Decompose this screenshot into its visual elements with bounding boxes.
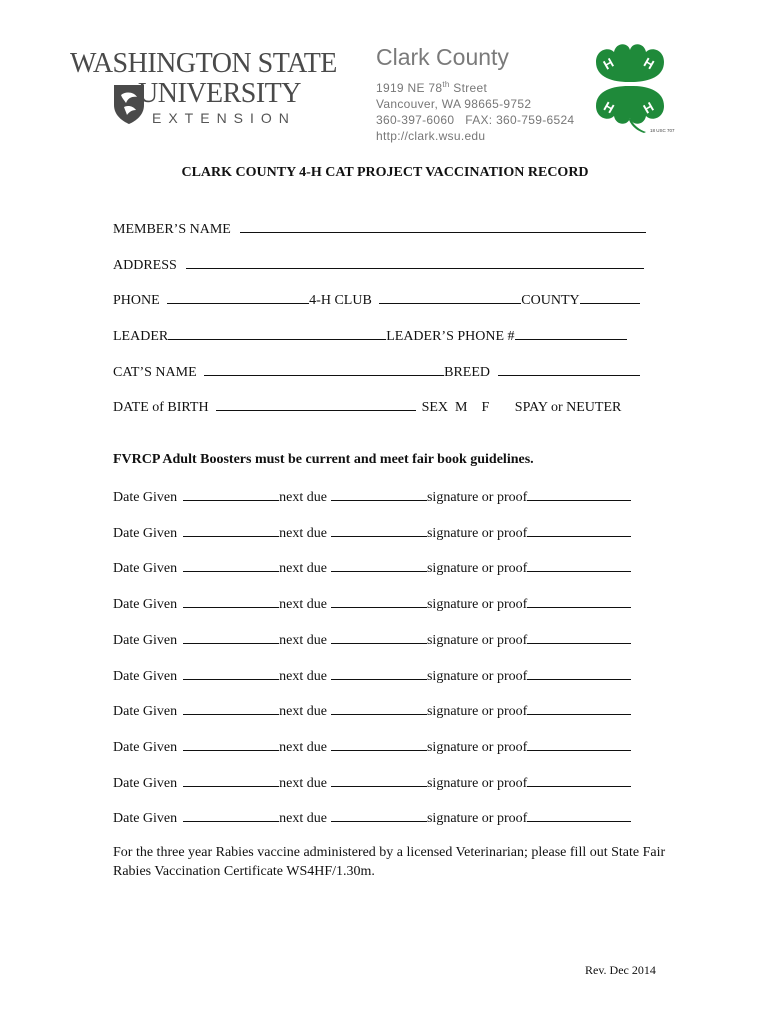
- vaccination-row: [113, 808, 653, 828]
- signature-field[interactable]: [527, 773, 631, 787]
- spay-neuter-option[interactable]: SPAY or NEUTER: [514, 400, 622, 415]
- county-contact-block: [376, 44, 574, 144]
- signature-label: signature or proof: [426, 776, 528, 791]
- date-given-label: Date Given: [113, 776, 178, 791]
- signature-field[interactable]: [527, 808, 631, 822]
- date-given-label: Date Given: [113, 811, 178, 826]
- breed-label: BREED: [444, 365, 491, 380]
- phone-label: PHONE: [113, 293, 160, 308]
- date-given-field[interactable]: [183, 558, 279, 572]
- county-street: 1919 NE 78th Street: [376, 80, 488, 95]
- date-given-field[interactable]: [183, 630, 279, 644]
- date-given-label: Date Given: [113, 633, 178, 648]
- club-field[interactable]: [379, 290, 521, 304]
- revision-date: Rev. Dec 2014: [585, 963, 656, 977]
- member-name-label: MEMBER’S NAME: [113, 222, 231, 237]
- vaccination-row: [113, 773, 653, 793]
- leader-phone-field[interactable]: [515, 326, 627, 340]
- wsu-logo-line1: WASHINGTON STATE: [70, 48, 337, 79]
- signature-field[interactable]: [527, 558, 631, 572]
- svg-text:H: H: [600, 54, 617, 73]
- next-due-field[interactable]: [331, 523, 427, 537]
- date-given-label: Date Given: [113, 561, 178, 576]
- next-due-label: next due: [279, 597, 327, 612]
- signature-label: signature or proof: [426, 633, 528, 648]
- signature-field[interactable]: [527, 666, 631, 680]
- vaccination-row: [113, 523, 653, 543]
- wsu-logo-line3: EXTENSION: [152, 110, 296, 126]
- date-given-field[interactable]: [183, 808, 279, 822]
- dob-sex-spay-row: [113, 397, 653, 417]
- form-title: CLARK COUNTY 4-H CAT PROJECT VACCINATION RECORD: [181, 165, 589, 180]
- signature-field[interactable]: [527, 737, 631, 751]
- signature-label: signature or proof: [426, 669, 528, 684]
- signature-field[interactable]: [527, 630, 631, 644]
- county-field[interactable]: [580, 290, 640, 304]
- signature-label: signature or proof: [426, 740, 528, 755]
- signature-field[interactable]: [527, 523, 631, 537]
- signature-field[interactable]: [527, 594, 631, 608]
- next-due-label: next due: [279, 776, 327, 791]
- vaccination-row: [113, 666, 653, 686]
- next-due-field[interactable]: [331, 487, 427, 501]
- date-given-label: Date Given: [113, 526, 178, 541]
- sex-options[interactable]: SEX M F: [421, 400, 490, 415]
- next-due-field[interactable]: [331, 666, 427, 680]
- cat-name-label: CAT’S NAME: [113, 365, 197, 380]
- next-due-label: next due: [279, 740, 327, 755]
- vaccination-row: [113, 558, 653, 578]
- leader-label: LEADER: [113, 329, 169, 344]
- county-phone-fax: 360-397-6060 FAX: 360-759-6524: [376, 113, 575, 127]
- dob-label: DATE of BIRTH: [113, 400, 209, 415]
- next-due-label: next due: [279, 526, 327, 541]
- signature-label: signature or proof: [426, 490, 528, 505]
- leader-row: [113, 326, 653, 346]
- county-name: Clark County: [376, 44, 509, 70]
- cat-name-breed-row: [113, 362, 653, 382]
- vaccination-row: [113, 737, 653, 757]
- phone-club-county-row: [113, 290, 653, 310]
- next-due-field[interactable]: [331, 701, 427, 715]
- signature-label: signature or proof: [426, 526, 528, 541]
- next-due-label: next due: [279, 811, 327, 826]
- next-due-field[interactable]: [331, 630, 427, 644]
- breed-field[interactable]: [498, 362, 640, 376]
- county-city: Vancouver, WA 98665-9752: [376, 97, 532, 111]
- next-due-label: next due: [279, 490, 327, 505]
- club-label: 4-H CLUB: [309, 293, 372, 308]
- signature-label: signature or proof: [426, 597, 528, 612]
- svg-text:18 USC 707: 18 USC 707: [650, 128, 675, 133]
- leader-phone-label: LEADER’S PHONE #: [386, 329, 515, 344]
- signature-label: signature or proof: [426, 811, 528, 826]
- date-given-field[interactable]: [183, 773, 279, 787]
- date-given-field[interactable]: [183, 594, 279, 608]
- svg-text:H: H: [641, 54, 657, 73]
- next-due-field[interactable]: [331, 737, 427, 751]
- date-given-label: Date Given: [113, 597, 178, 612]
- cat-name-field[interactable]: [204, 362, 444, 376]
- date-given-field[interactable]: [183, 487, 279, 501]
- county-website[interactable]: http://clark.wsu.edu: [376, 129, 486, 143]
- rabies-note: For the three year Rabies vaccine administered by a licensed Veterinarian; please fill out State Fair Rabies Vaccination Certificate WS4HF/1.30m.: [113, 845, 666, 879]
- svg-text:H: H: [601, 98, 617, 117]
- vaccination-row: [113, 594, 653, 614]
- next-due-label: next due: [279, 633, 327, 648]
- svg-text:H: H: [640, 98, 657, 117]
- signature-field[interactable]: [527, 701, 631, 715]
- date-given-label: Date Given: [113, 669, 178, 684]
- date-given-field[interactable]: [183, 701, 279, 715]
- next-due-field[interactable]: [331, 594, 427, 608]
- wsu-logo-line2: UNIVERSITY: [138, 78, 301, 109]
- member-name-field[interactable]: [240, 219, 646, 233]
- next-due-label: next due: [279, 561, 327, 576]
- booster-note: FVRCP Adult Boosters must be current and meet fair book guidelines.: [113, 452, 534, 467]
- next-due-field[interactable]: [331, 808, 427, 822]
- date-given-label: Date Given: [113, 740, 178, 755]
- signature-field[interactable]: [527, 487, 631, 501]
- vaccination-row: [113, 701, 653, 721]
- signature-label: signature or proof: [426, 561, 528, 576]
- wsu-extension-logo: [70, 48, 337, 128]
- vaccination-row: [113, 487, 653, 507]
- next-due-field[interactable]: [331, 558, 427, 572]
- date-given-label: Date Given: [113, 704, 178, 719]
- date-given-field[interactable]: [183, 523, 279, 537]
- dob-field[interactable]: [216, 397, 416, 411]
- vaccination-row: [113, 630, 653, 650]
- next-due-label: next due: [279, 669, 327, 684]
- leader-field[interactable]: [168, 326, 386, 340]
- date-given-field[interactable]: [183, 666, 279, 680]
- next-due-field[interactable]: [331, 773, 427, 787]
- date-given-field[interactable]: [183, 737, 279, 751]
- address-label: ADDRESS: [113, 258, 177, 273]
- phone-field[interactable]: [167, 290, 309, 304]
- address-row: [113, 255, 653, 275]
- address-field[interactable]: [186, 255, 644, 269]
- four-h-clover-icon: [584, 38, 676, 134]
- signature-label: signature or proof: [426, 704, 528, 719]
- member-name-row: [113, 219, 653, 239]
- county-label: COUNTY: [521, 293, 580, 308]
- next-due-label: next due: [279, 704, 327, 719]
- date-given-label: Date Given: [113, 490, 178, 505]
